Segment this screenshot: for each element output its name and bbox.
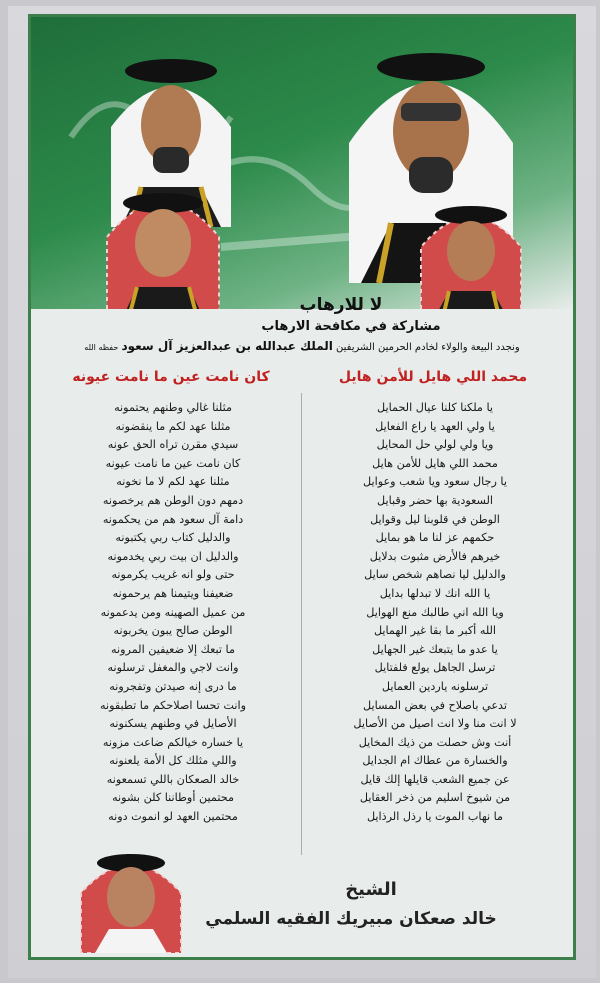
verse-line: مثلنا عهد لكم لا ما نخونه	[116, 475, 230, 489]
verse-line: يا ولي العهد يا راع الفعايل	[375, 419, 495, 433]
verse-line: يا الله انك لا تبدلها بدايل	[379, 586, 491, 600]
verse-line: من عميل الصهينه ومن يدعمونه	[100, 605, 246, 619]
verse-line: والدليل كتاب ربي يكتبونه	[115, 531, 231, 545]
verse-line: الوطن صالح يبون يخربونه	[113, 624, 233, 638]
verse-line: خيرهم فالأرض مثبوت بدلايل	[369, 549, 501, 563]
author-portrait	[71, 843, 191, 953]
verse-line: وانت لاجي والمغفل ترسلونه	[107, 661, 239, 675]
verse-line: واللي مثلك كل الأمة يلعنونه	[109, 754, 237, 768]
flag-banner	[31, 17, 573, 309]
verse-line: السعودية بها حضر وقبايل	[376, 493, 494, 507]
verse-line: دامة آل سعود هم من يحكمونه	[102, 512, 244, 526]
verse-line: يا عدو ما يتبعك غير الجهايل	[372, 642, 498, 656]
verse-line: يا رجال سعود ويا شعب وعوايل	[363, 475, 507, 489]
verse-line: تدعي باصلاح في بعض المسايل	[363, 698, 507, 712]
verse-line: ما درى إنه صيدتن وتفجرونه	[109, 679, 237, 693]
verse-line: ويا ولي لولي حل المحايل	[376, 438, 494, 452]
dedication-line	[37, 339, 567, 353]
advertisement-frame	[28, 14, 576, 960]
verse-line: ترسل الجاهل يولع فلفتايل	[374, 661, 496, 675]
verse-line: والدليل ان بيت ربي يخدمونه	[107, 549, 239, 563]
dedication-prefix: ونجدد البيعة والولاء لخادم الحرمين الشريفين	[336, 342, 520, 353]
verse-line: وانت تحسا اصلاحكم ما تطبقونه	[99, 698, 246, 712]
verse-line: يا ملكنا كلنا عيال الحمايل	[376, 401, 493, 414]
dedication-suffix: حفظه الله	[84, 343, 119, 352]
verse-line: حتى ولو انه غريب يكرمونه	[111, 568, 235, 582]
headline: لا للارهاب	[299, 295, 383, 315]
verse-line: محتمين أوطاننا كلن بشونه	[112, 791, 234, 805]
verse-line: الله أكبر ما بقا غير الهمايل	[373, 624, 497, 638]
verse-line: ما تبعك إلا ضعيفين المرونه	[111, 642, 235, 656]
verse-line: سيدي مقرن تراه الحق عونه	[107, 438, 239, 452]
verse-line: مثلنا عهد لكم ما ينقضونه	[115, 419, 231, 433]
poem-left-title: كان نامت عين ما نامت عيونه	[72, 369, 270, 385]
subheadline: مشاركة في مكافحة الارهاب	[261, 319, 441, 334]
verse-line: محتمين العهد لو انموت دونه	[108, 810, 238, 824]
verse-line: محمد اللي هايل للأمن هايل	[372, 456, 498, 470]
verse-line: حكمهم عز لنا ما هو بمايل	[375, 531, 495, 545]
verse-line: عن جميع الشعب قايلها إلك قايل	[360, 772, 510, 786]
verse-line: ترسلونه ياردين العمايل	[381, 679, 489, 693]
verse-line: أنت وش حصلت من ذيك المخايل	[358, 735, 512, 749]
poem-right-column	[313, 399, 557, 827]
portrait-interior-minister	[409, 193, 533, 309]
verse-line: يا خساره خيالكم ضاعت مزونه	[102, 735, 244, 749]
verse-line: خالد الصعكان باللي تسمعونه	[106, 772, 240, 786]
signature-name: خالد صعكان مبيريك الفقيه السلمي	[205, 909, 497, 929]
portrait-deputy-crown-prince	[93, 177, 233, 309]
verse-line: ويا الله اني طالبك منع الهوايل	[366, 605, 504, 619]
poem-right-title: محمد اللي هايل للأمن هايل	[338, 369, 528, 385]
verse-line: لا انت منا ولا انت اصيل من الأصايل	[353, 717, 517, 731]
verse-line: مثلنا غالي وطنهم يحتمونه	[114, 401, 232, 414]
verse-line: والدليل ليا نصاهم شخص سايل	[364, 568, 506, 582]
verse-line: ما نهاب الموت يا رذل الرذايل	[366, 810, 504, 824]
poem-left-column	[51, 399, 295, 827]
verse-line: دمهم دون الوطن هم يرخصونه	[102, 493, 244, 507]
verse-line: الوطن في قلوبنا ليل وقوايل	[370, 512, 500, 526]
verse-line: من شيوخ اسليم من ذخر العقايل	[359, 791, 511, 805]
verse-line: كان نامت عين ما نامت عيونه	[105, 456, 241, 470]
signature-title: الشيخ	[345, 879, 397, 900]
column-divider	[301, 393, 302, 855]
king-name: الملك عبدالله بن عبدالعزيز آل سعود	[121, 339, 333, 353]
verse-line: ضعيفنا ويتيمنا هم يرحمونه	[112, 586, 234, 600]
verse-line: الأصايل في وطنهم يسكنونه	[109, 717, 237, 731]
verse-line: والخسارة من عطاك ام الجدايل	[362, 754, 508, 768]
